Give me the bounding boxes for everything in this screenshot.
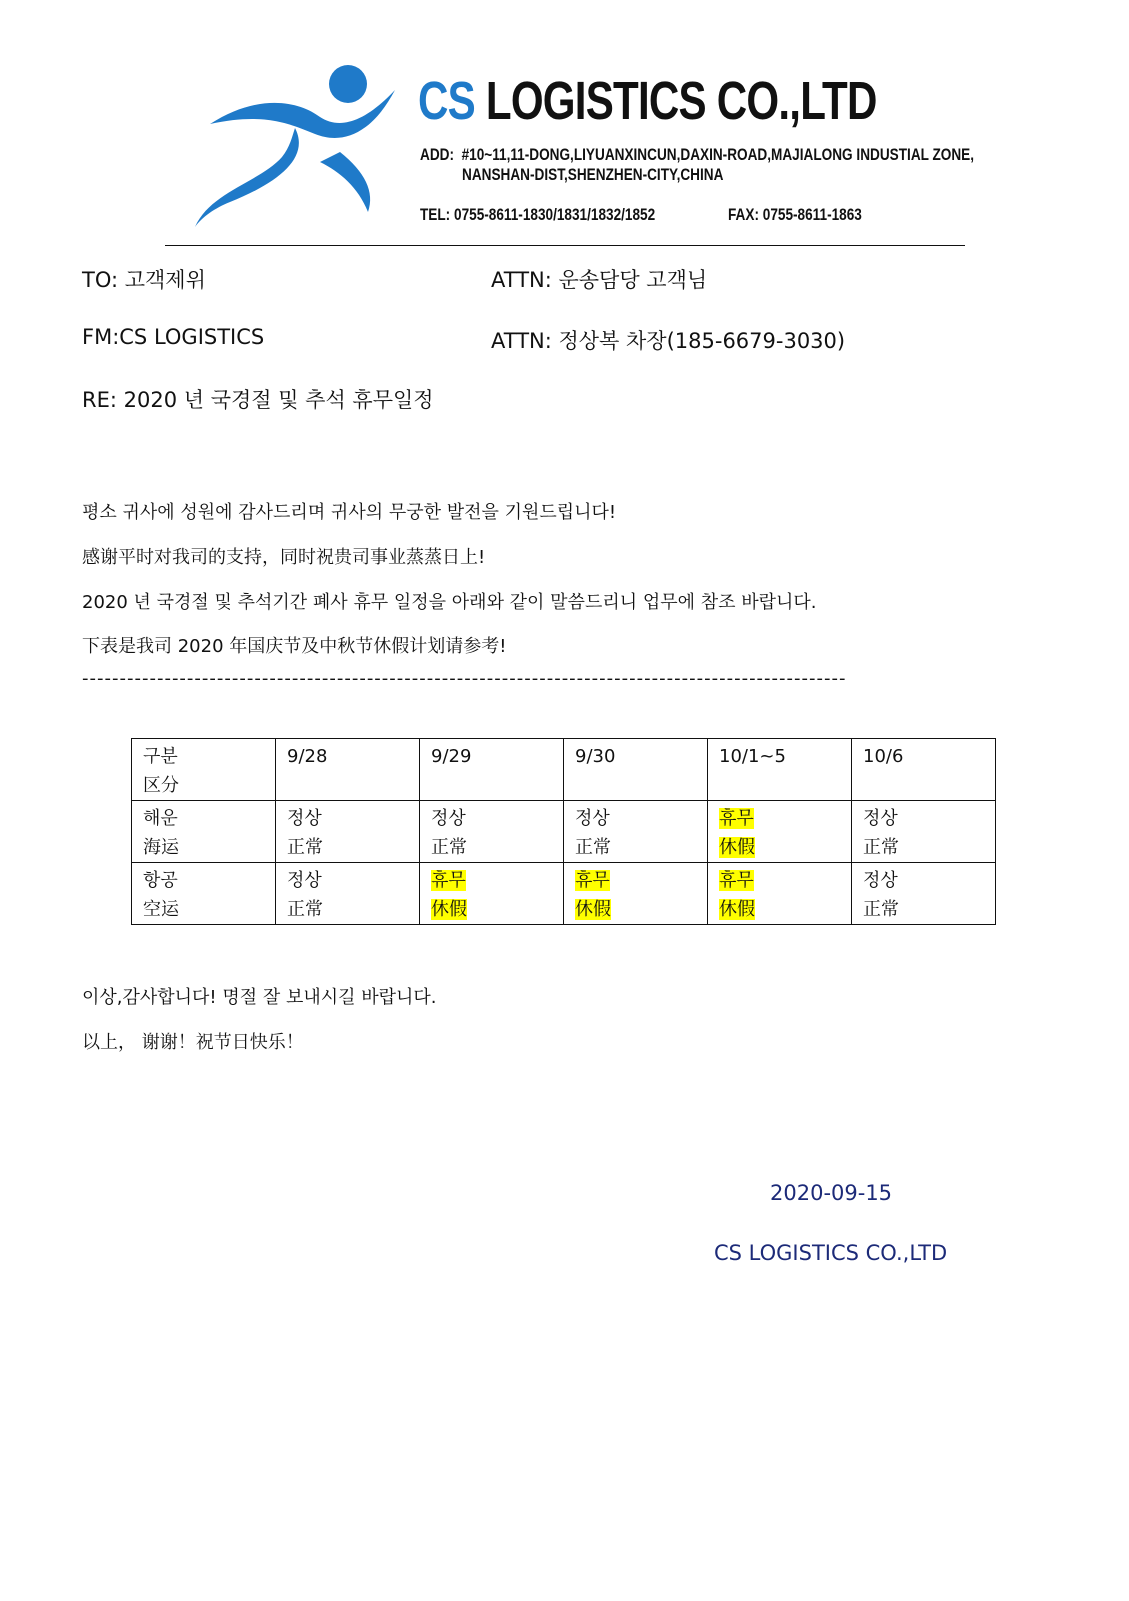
body-line-1: 평소 귀사에 성원에 감사드리며 귀사의 무궁한 발전을 기원드립니다! (82, 502, 617, 523)
table-row (132, 863, 996, 925)
schedule-cell: 정상 正常 (852, 801, 996, 863)
table-row (132, 801, 996, 863)
body-line-4: 下表是我司 2020 年国庆节及中秋节休假计划请参考! (82, 636, 507, 657)
table-header-row (132, 739, 996, 801)
table-header-date: 10/1~5 (708, 739, 852, 801)
body-line-3: 2020 년 국경절 및 추석기간 폐사 휴무 일정을 아래와 같이 말씀드리니 업무에 참조 바랍니다. (82, 592, 817, 613)
schedule-cell: 휴무 休假 (564, 863, 708, 925)
schedule-cell: 정상 正常 (420, 801, 564, 863)
table-header-date: 9/28 (276, 739, 420, 801)
closing-line-2: 以上， 谢谢！祝节日快乐！ (82, 1032, 304, 1053)
table-header-date: 10/6 (852, 739, 996, 801)
address-line-2: NANSHAN-DIST,SHENZHEN-CITY,CHINA (462, 165, 724, 184)
header-divider (165, 245, 965, 246)
attn-to-field: ATTN: 운송담당 고객님 (491, 268, 708, 292)
schedule-cell: 휴무 休假 (708, 801, 852, 863)
schedule-cell: 정상 正常 (276, 801, 420, 863)
dashed-divider: ------------------------------------------------------------------------------------------------------ (82, 668, 847, 689)
holiday-schedule-table (131, 738, 996, 925)
row-label: 항공 空运 (132, 863, 276, 925)
subject-field: RE: 2020 년 국경절 및 추석 휴무일정 (82, 388, 434, 412)
table-header-date: 9/29 (420, 739, 564, 801)
from-field: FM:CS LOGISTICS (82, 325, 265, 349)
table-header-date: 9/30 (564, 739, 708, 801)
schedule-cell: 정상 正常 (564, 801, 708, 863)
fax-line: FAX: 0755-8611-1863 (728, 205, 862, 224)
attn-from-field: ATTN: 정상복 차장(185-6679-3030) (491, 329, 846, 353)
to-field: TO: 고객제위 (82, 268, 206, 292)
address-line-1: ADD: #10~11,11-DONG,LIYUANXINCUN,DAXIN-ROAD,MAJIALONG INDUSTIAL ZONE, (420, 145, 975, 164)
body-line-2: 感谢平时对我司的支持，同时祝贵司事业蒸蒸日上! (82, 547, 486, 568)
schedule-cell: 정상 正常 (276, 863, 420, 925)
schedule-cell: 휴무 休假 (708, 863, 852, 925)
signature-date: 2020-09-15 (770, 1181, 893, 1205)
company-name: CS LOGISTICS CO.,LTD (418, 71, 877, 131)
tel-line: TEL: 0755-8611-1830/1831/1832/1852 (420, 205, 656, 224)
signature-company: CS LOGISTICS CO.,LTD (714, 1241, 948, 1265)
schedule-cell: 휴무 休假 (420, 863, 564, 925)
row-label: 해운 海运 (132, 801, 276, 863)
company-logo-icon (190, 62, 410, 232)
table-header-label: 구분 区分 (132, 739, 276, 801)
schedule-cell: 정상 正常 (852, 863, 996, 925)
closing-line-1: 이상,감사합니다! 명절 잘 보내시길 바랍니다. (82, 987, 437, 1008)
